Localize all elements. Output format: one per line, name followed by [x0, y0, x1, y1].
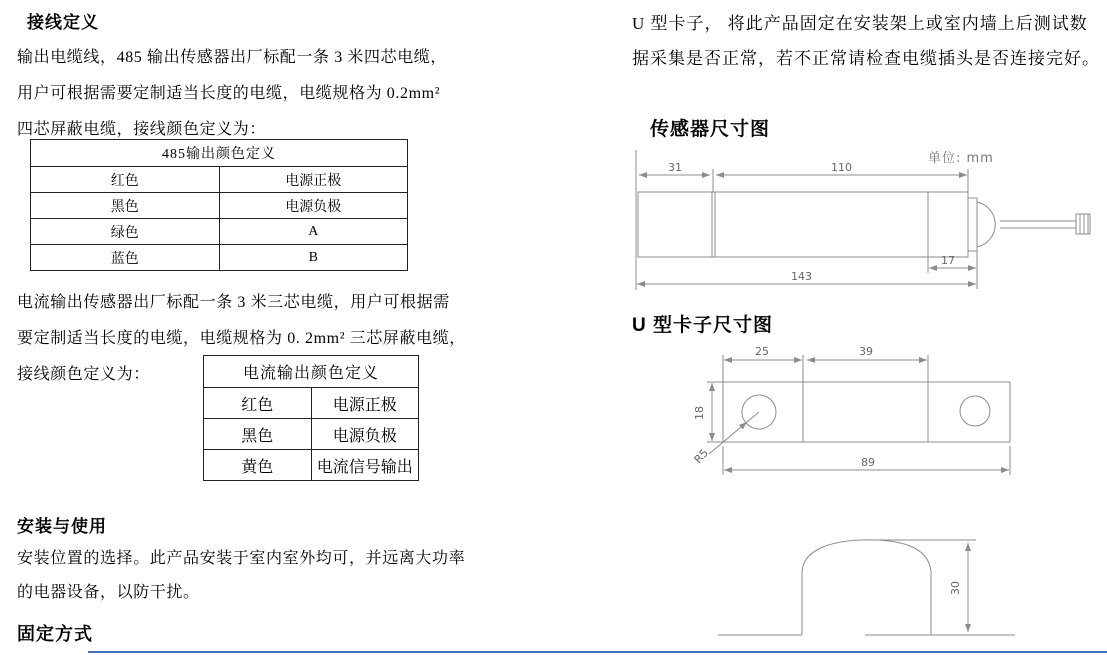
paragraph-line: 接线颜色定义为： [17, 366, 150, 383]
clamp-plate [723, 382, 1010, 442]
section-heading-sensor-dimensions: 传感器尺寸图 [650, 119, 771, 140]
section-heading-install: 安装与使用 [17, 517, 107, 536]
paragraph-line: 输出电缆线，485 输出传感器出厂标配一条 3 米四芯电缆， [17, 49, 448, 66]
paragraph-line: 要定制适当长度的电缆，电缆规格为 0. 2mm² 三芯屏蔽电缆， [17, 330, 466, 347]
sensor-body [638, 192, 968, 257]
sensor-dimension-diagram [628, 142, 1106, 295]
table-cell: 电流信号输出 [311, 450, 419, 481]
uclamp-side-view-diagram [700, 527, 1030, 642]
dim-label-r5: R5 [691, 446, 712, 467]
clamp-arch-profile [802, 540, 931, 635]
paragraph-line: 安装位置的选择。此产品安装于室内室外均可，并远离大功率 [17, 550, 466, 567]
table-cell: A [219, 219, 408, 245]
unit-label: 单位: mm [928, 151, 994, 166]
dim-label-143: 143 [791, 270, 812, 283]
dim-label-25: 25 [755, 345, 769, 358]
paragraph-uclamp [632, 6, 1100, 76]
sensor-dome [977, 202, 995, 247]
table-cell: 红色 [204, 388, 312, 419]
table-cell: 电源正极 [311, 388, 419, 419]
dim-label-39: 39 [859, 345, 873, 358]
sensor-cap [968, 198, 977, 251]
dim-label-30: 30 [949, 581, 962, 595]
radius-leader-line [709, 422, 747, 454]
section-heading-fixing: 固定方式 [17, 624, 93, 644]
table-cell: 红色 [31, 167, 220, 193]
dim-label-110: 110 [831, 161, 852, 174]
table-cell: 电源负极 [311, 419, 419, 450]
dim-label-89: 89 [861, 456, 875, 469]
paragraph-line: U 型卡子， 将此产品固定在安装架上或室内墙上后测试数 [632, 14, 1088, 33]
paragraph-485-cable [17, 40, 447, 148]
radius-leader-line [747, 412, 759, 422]
wire-color-table-current [203, 355, 419, 481]
table-cell: 绿色 [31, 219, 220, 245]
paragraph-line: 四芯屏蔽电缆，接线颜色定义为： [17, 121, 267, 138]
wire-color-table-485 [30, 139, 408, 271]
table-cell: 电源负极 [219, 193, 408, 219]
table-cell: 蓝色 [31, 245, 220, 271]
paragraph-line: 据采集是否正常，若不正常请检查电缆插头是否连接完好。 [632, 49, 1100, 68]
paragraph-install [17, 542, 465, 610]
paragraph-line: 用户可根据需要定制适当长度的电缆，电缆规格为 0.2mm² [17, 85, 441, 102]
footer-rule [88, 651, 1107, 653]
table-cell: 黑色 [31, 193, 220, 219]
section-heading-wiring: 接线定义 [27, 13, 99, 32]
paragraph-line: 的电器设备，以防干扰。 [17, 584, 200, 601]
table-cell: B [219, 245, 408, 271]
uclamp-top-view-diagram [665, 342, 1025, 482]
table-cell: 黑色 [204, 419, 312, 450]
section-heading-uclamp-dimensions: U 型卡子尺寸图 [632, 315, 774, 336]
table-title: 485输出颜色定义 [31, 140, 408, 167]
mounting-hole-right [960, 396, 990, 426]
table-title: 电流输出颜色定义 [204, 356, 419, 388]
paragraph-line: 电流输出传感器出厂标配一条 3 米三芯电缆，用户可根据需 [17, 294, 450, 311]
table-cell: 电源正极 [219, 167, 408, 193]
table-cell: 黄色 [204, 450, 312, 481]
dim-label-18: 18 [693, 406, 706, 420]
dim-label-17: 17 [941, 254, 955, 267]
dim-label-31: 31 [668, 161, 682, 174]
